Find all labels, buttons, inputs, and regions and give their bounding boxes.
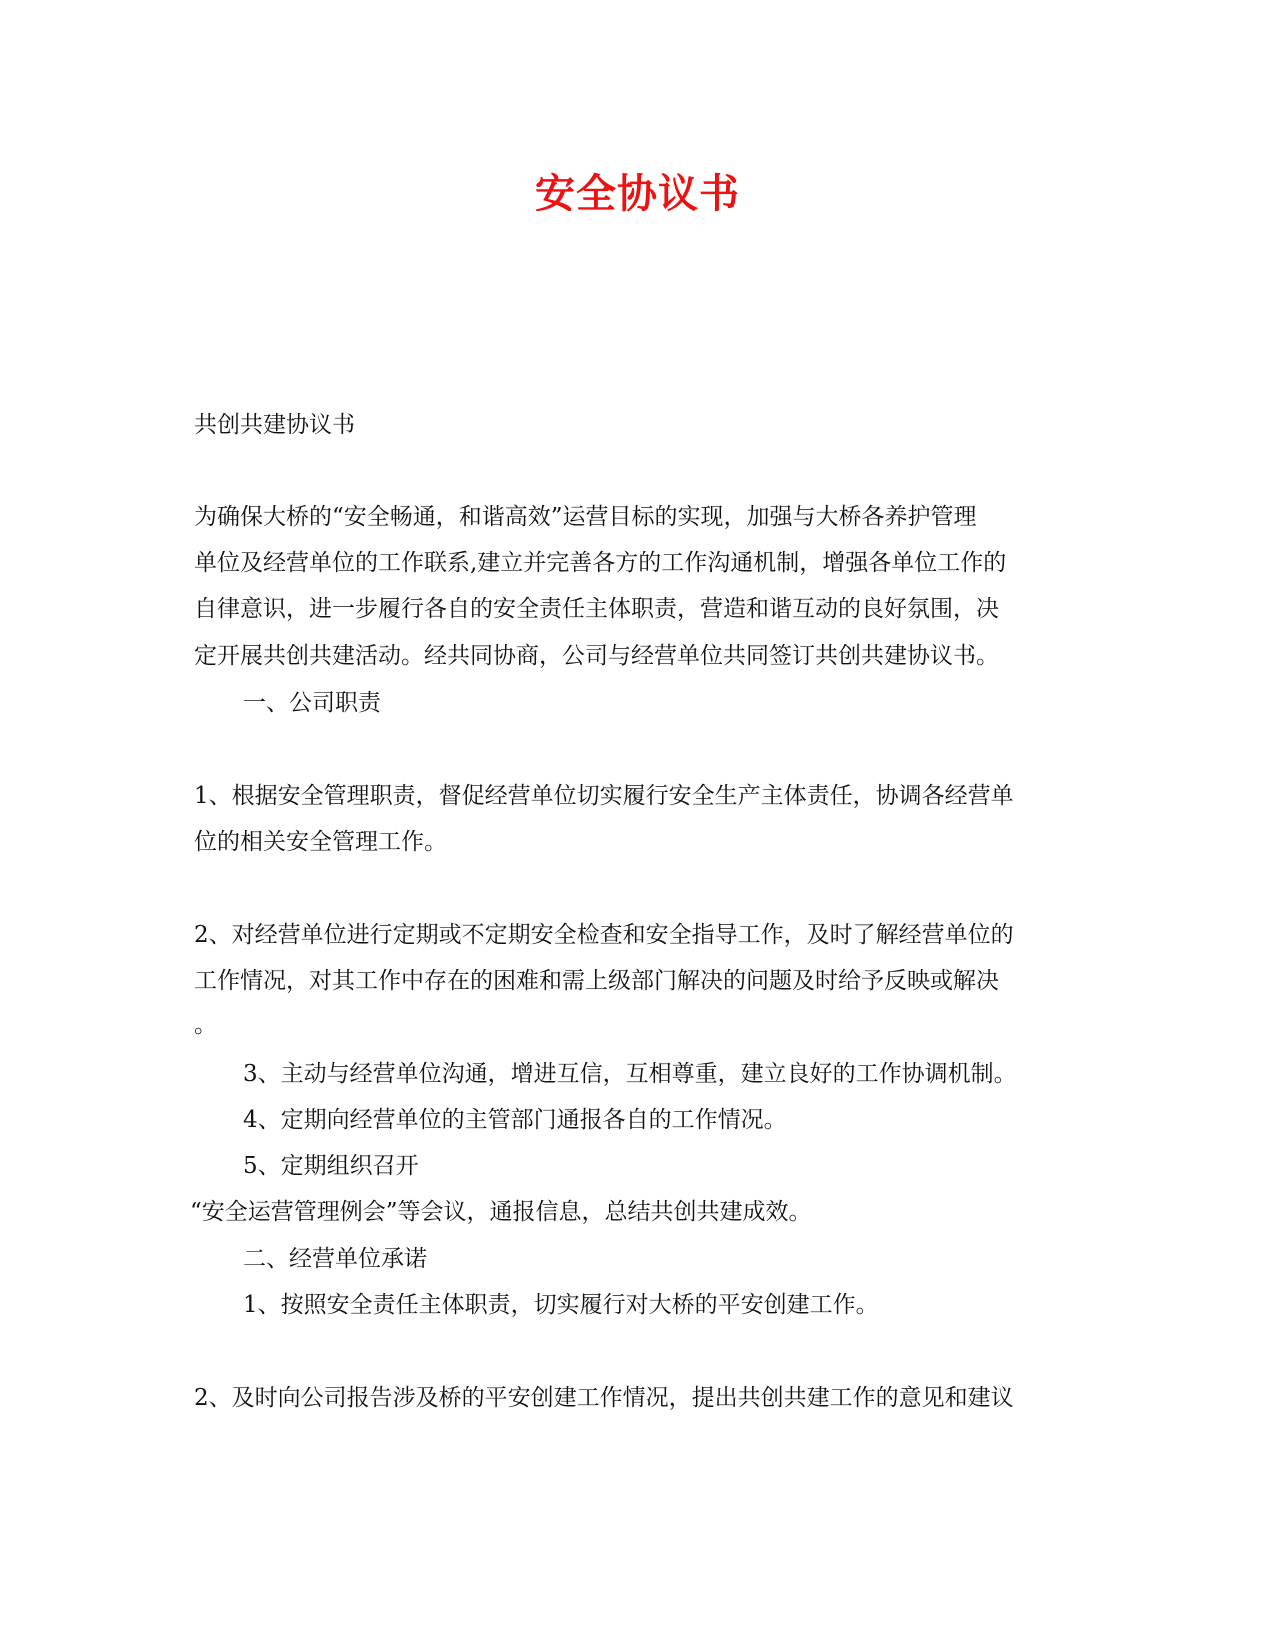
intro-line-3: 自律意识，进一步履行各自的安全责任主体职责，营造和谐互动的良好氛围，决	[194, 596, 999, 622]
item1-line-1: 1、根据安全管理职责，督促经营单位切实履行安全生产主体责任，协调各经营单	[194, 783, 1014, 809]
item2-line-1: 2、对经营单位进行定期或不定期安全检查和安全指导工作，及时了解经营单位的	[194, 922, 1014, 948]
section2-heading: 二、经营单位承诺	[243, 1246, 427, 1272]
intro-line-1: 为确保大桥的“安全畅通，和谐高效”运营目标的实现，加强与大桥各养护管理	[194, 504, 977, 530]
item3: 3、主动与经营单位沟通，增进互信，互相尊重，建立良好的工作协调机制。	[243, 1061, 1017, 1087]
subtitle: 共创共建协议书	[194, 412, 355, 438]
item2-line-3: 。	[194, 1012, 217, 1038]
section2-item1: 1、按照安全责任主体职责，切实履行对大桥的平安创建工作。	[243, 1292, 879, 1318]
item1-line-2: 位的相关安全管理工作。	[194, 829, 447, 855]
item5-line-2: “安全运营管理例会”等会议，通报信息，总结共创共建成效。	[190, 1199, 812, 1225]
section1-heading: 一、公司职责	[243, 690, 381, 716]
intro-line-4: 定开展共创共建活动。经共同协商，公司与经营单位共同签订共创共建协议书。	[194, 643, 999, 669]
section2-item2: 2、及时向公司报告涉及桥的平安创建工作情况，提出共创共建工作的意见和建议	[194, 1385, 1014, 1411]
item4: 4、定期向经营单位的主管部门通报各自的工作情况。	[243, 1107, 787, 1133]
item2-line-2: 工作情况，对其工作中存在的困难和需上级部门解决的问题及时给予反映或解决	[194, 968, 999, 994]
document-title: 安全协议书	[535, 170, 740, 217]
item5-line-1: 5、定期组织召开	[243, 1153, 419, 1179]
intro-line-2: 单位及经营单位的工作联系,建立并完善各方的工作沟通机制，增强各单位工作的	[194, 550, 1007, 576]
